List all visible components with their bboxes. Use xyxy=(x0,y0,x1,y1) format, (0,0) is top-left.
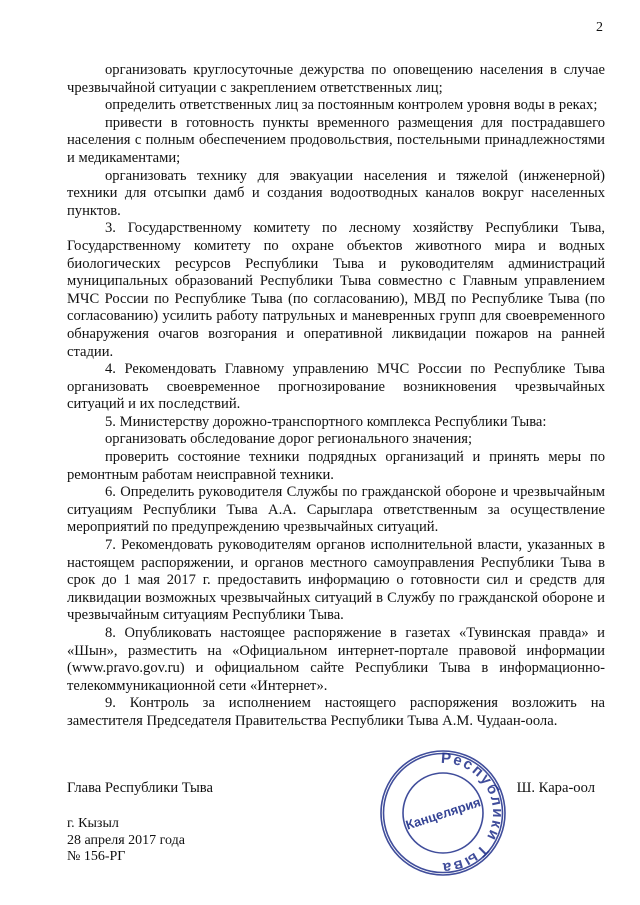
paragraph: 8. Опубликовать настоящее распоряжение в газетах «Тувинская правда» и «Шын», разместить на «Официальном интернет-портале правовой информации (www.pravo.gov.ru) и официальном сайте Республики Тыва в информационно-телекоммуникационной сети «Интернет». xyxy=(67,625,605,694)
signer-title: Глава Республики Тыва xyxy=(67,780,213,796)
signature-block xyxy=(67,780,605,804)
paragraph: 4. Рекомендовать Главному управлению МЧС России по Республике Тыва организовать своевременное прогнозирование возникновения чрезвычайных ситуаций и их последствий. xyxy=(67,361,605,413)
paragraph: 6. Определить руководителя Службы по гражданской обороне и чрезвычайным ситуациям Республики Тыва А.А. Сарыглара ответственным за осуществление мероприятий по предупреждению чрезвычайных ситуаций. xyxy=(67,484,605,536)
footer-city: г. Кызыл xyxy=(67,816,119,831)
paragraph: организовать технику для эвакуации населения и тяжелой (инженерной) техники для отсыпки дамб и создания водоотводных каналов вокруг населенных пунктов. xyxy=(67,167,605,219)
paragraph: привести в готовность пункты временного размещения для пострадавшего населения с полным обеспечением продовольствия, постельными принадлежностями и медикаментами; xyxy=(67,114,605,166)
page-number: 2 xyxy=(596,20,603,35)
footer-date: 28 апреля 2017 года xyxy=(67,832,185,848)
paragraph: 3. Государственному комитету по лесному хозяйству Республики Тыва, Государственному комитету по охране объектов животного мира и водных биологических ресурсов Республики Тыва и руководителям администраций муниципальных образований Республики Тыва совместно с Главным управлением МЧС России по Республике Тыва (по согласованию), МВД по Республике Тыва (по согласованию) усилить работу патрульных и маневренных групп для своевременного обнаружения очагов возгорания и оперативной ликвидации пожаров на ранней стадии. xyxy=(67,220,605,360)
seal-inner-text: Канцелярия xyxy=(403,794,483,833)
document-body xyxy=(67,62,605,731)
paragraph: 7. Рекомендовать руководителям органов исполнительной власти, указанных в настоящем распоряжении, и органов местного самоуправления Республики Тыва в срок до 1 мая 2017 г. предоставить информацию о готовности сил и средств для ликвидации возможных чрезвычайных ситуаций в Службу по гражданской обороне и чрезвычайным ситуациям Республики Тыва. xyxy=(67,537,605,624)
paragraph: проверить состояние техники подрядных организаций и принять меры по ремонтным работам неисправной техники. xyxy=(67,449,605,483)
paragraph: определить ответственных лиц за постоянным контролем уровня воды в реках; xyxy=(105,97,598,114)
signer-name: Ш. Кара-оол xyxy=(516,780,595,796)
paragraph: 9. Контроль за исполнением настоящего распоряжения возложить на заместителя Председателя Правительства Республики Тыва А.М. Чудаан-оола. xyxy=(67,695,605,729)
footer-number: № 156-РГ xyxy=(67,849,126,864)
document-footer xyxy=(67,816,185,866)
paragraph: организовать круглосуточные дежурства по оповещению населения в случае чрезвычайной ситуации с закреплением ответственных лиц; xyxy=(67,62,605,96)
seal-outer-text: Республики Тыва xyxy=(440,749,507,877)
paragraph: 5. Министерству дорожно-транспортного комплекса Республики Тыва: xyxy=(105,413,547,430)
paragraph: организовать обследование дорог регионального значения; xyxy=(105,431,473,448)
official-seal-stamp xyxy=(378,748,508,878)
